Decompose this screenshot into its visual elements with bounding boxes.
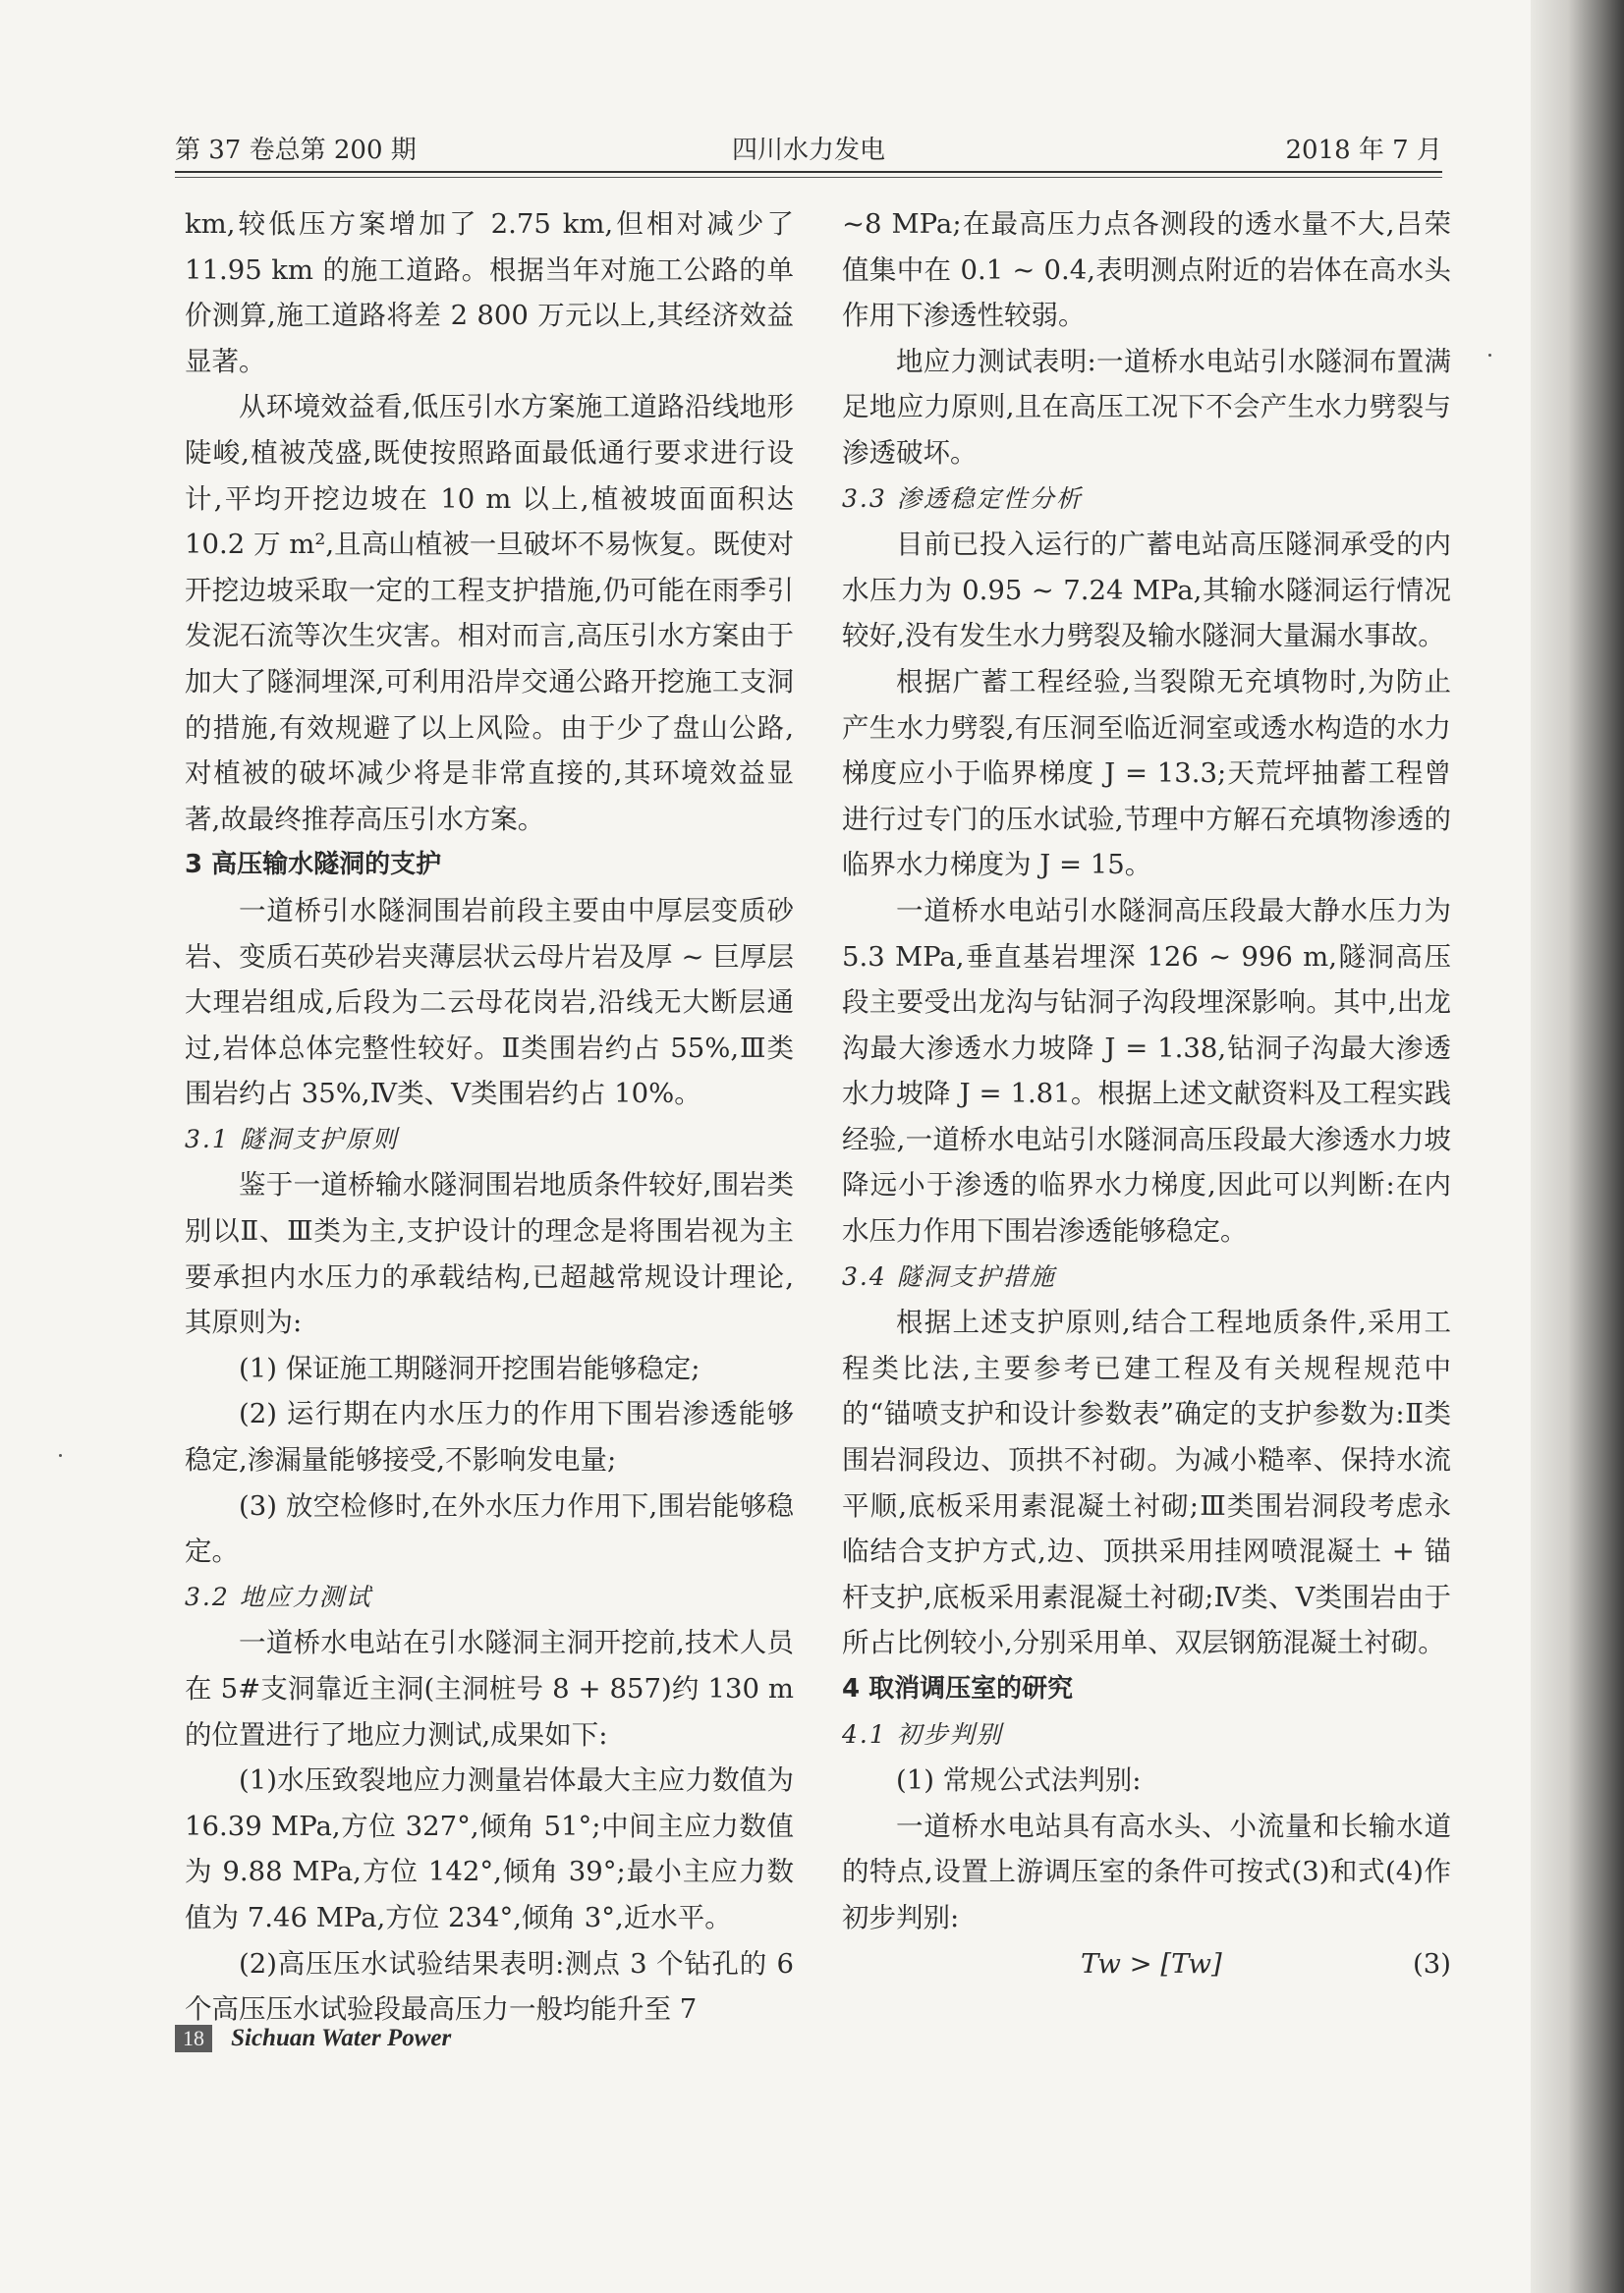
paragraph: 根据广蓄工程经验,当裂隙无充填物时,为防止产生水力劈裂,有压洞至临近洞室或透水构造的水力梯度应小于临界梯度 J = 13.3;天荒坪抽蓄工程曾进行过专门的压水试验,节理中方解石充填物渗透的临界水力梯度为 J = 15。 <box>842 665 1451 881</box>
scan-speck <box>59 1454 62 1457</box>
section-heading: 4 取消调压室的研究 <box>842 1674 1074 1704</box>
paragraph: (2) 运行期在内水压力的作用下围岩渗透能够稳定,渗漏量能够接受,不影响发电量; <box>185 1398 794 1477</box>
paragraph: 一道桥水电站引水隧洞高压段最大静水压力为 5.3 MPa,垂直基岩埋深 126 ~ 996 m,隧洞高压段主要受出龙沟与钻洞子沟段埋深影响。其中,出龙沟最大渗透水力坡降 J = 1.38,钻洞子沟最大渗透水力坡降 J = 1.81。根据上述文献资料及工程实践经验,一道桥水电站引水隧洞高压段最大渗透水力坡降远小于渗透的临界水力梯度,因此可以判断:在内水压力作用下围岩渗透能够稳定。 <box>842 894 1451 1248</box>
subsection-heading: 3.3 渗透稳定性分析 <box>842 483 1083 513</box>
header-rule-thin <box>175 177 1442 178</box>
equation-expression: Tw > [Tw] <box>1081 1947 1222 1980</box>
paragraph: (2)高压压水试验结果表明:测点 3 个钻孔的 6 个高压压水试验段最高压力一般均能升至 7 <box>185 1947 794 2026</box>
paragraph: 一道桥水电站具有高水头、小流量和长输水道的特点,设置上游调压室的条件可按式(3)和式(4)作初步判别: <box>842 1810 1451 1933</box>
header-rule-thick <box>175 171 1442 173</box>
paragraph: (1) 常规公式法判别: <box>896 1764 1142 1797</box>
header-journal-title: 四川水力发电 <box>731 136 885 165</box>
paragraph: (3) 放空检修时,在外水压力作用下,围岩能够稳定。 <box>185 1489 794 1568</box>
paragraph: 目前已投入运行的广蓄电站高压隧洞承受的内水压力为 0.95 ~ 7.24 MPa,其输水隧洞运行情况较好,没有发生水力劈裂及输水隧洞大量漏水事故。 <box>842 529 1451 652</box>
subsection-heading: 3.2 地应力测试 <box>185 1582 372 1611</box>
subsection-heading: 3.4 隧洞支护措施 <box>842 1261 1056 1291</box>
right-column <box>842 201 1451 1986</box>
running-header <box>175 130 1442 169</box>
paragraph: 一道桥引水隧洞围岩前段主要由中厚层变质砂岩、变质石英砂岩夹薄层状云母片岩及厚 ~ 巨厚层大理岩组成,后段为二云母花岗岩,沿线无大断层通过,岩体总体完整性较好。Ⅱ类围岩约占 55%,Ⅲ类围岩约占 35%,Ⅳ类、Ⅴ类围岩约占 10%。 <box>185 894 794 1110</box>
paragraph: 根据上述支护原则,结合工程地质条件,采用工程类比法,主要参考已建工程及有关规程规范中的“锚喷支护和设计参数表”确定的支护参数为:Ⅱ类围岩洞段边、顶拱不衬砌。为减小糙率、保持水流平顺,底板采用素混凝土衬砌;Ⅲ类围岩洞段考虑永临结合支护方式,边、顶拱采用挂网喷混凝土 + 锚杆支护,底板采用素混凝土衬砌;Ⅳ类、Ⅴ类围岩由于所占比例较小,分别采用单、双层钢筋混凝土衬砌。 <box>842 1307 1451 1659</box>
paragraph: ~8 MPa;在最高压力点各测段的透水量不大,吕荣值集中在 0.1 ~ 0.4,表明测点附近的岩体在高水头作用下渗透性较弱。 <box>842 208 1451 332</box>
equation <box>842 1941 1451 1987</box>
page-footer <box>175 2025 451 2058</box>
header-volume: 第 37 卷总第 200 期 <box>175 136 417 165</box>
footer-journal-name: Sichuan Water Power <box>231 2025 452 2051</box>
paragraph: (1) 保证施工期隧洞开挖围岩能够稳定; <box>239 1352 700 1384</box>
scan-speck <box>1488 354 1491 357</box>
section-heading: 3 高压输水隧洞的支护 <box>185 850 442 880</box>
subsection-heading: 3.1 隧洞支护原则 <box>185 1124 399 1153</box>
paragraph: km,较低压方案增加了 2.75 km,但相对减少了 11.95 km 的施工道路。根据当年对施工公路的单价测算,施工道路将差 2 800 万元以上,其经济效益显著。 <box>185 208 794 377</box>
subsection-heading: 4.1 初步判别 <box>842 1719 1003 1749</box>
paragraph: 地应力测试表明:一道桥水电站引水隧洞布置满足地应力原则,且在高压工况下不会产生水力劈裂与渗透破坏。 <box>842 345 1451 469</box>
paragraph: 从环境效益看,低压引水方案施工道路沿线地形陡峻,植被茂盛,既使按照路面最低通行要求进行设计,平均开挖边坡在 10 m 以上,植被坡面面积达 10.2 万 m²,且高山植被一旦破坏不易恢复。既使对开挖边坡采取一定的工程支护措施,仍可能在雨季引发泥石流等次生灾害。相对而言,高压引水方案由于加大了隧洞埋深,可利用沿岸交通公路开挖施工支洞的措施,有效规避了以上风险。由于少了盘山公路,对植被的破坏减少将是非常直接的,其环境效益显著,故最终推荐高压引水方案。 <box>185 391 794 835</box>
book-spine-shadow <box>1531 0 1624 2293</box>
paragraph: (1)水压致裂地应力测量岩体最大主应力数值为 16.39 MPa,方位 327°,倾角 51°;中间主应力数值为 9.88 MPa,方位 142°,倾角 39°;最小主应力数值为 7.46 MPa,方位 234°,倾角 3°,近水平。 <box>185 1764 794 1933</box>
left-column <box>185 201 794 2033</box>
paragraph: 一道桥水电站在引水隧洞主洞开挖前,技术人员在 5#支洞靠近主洞(主洞桩号 8 + 857)约 130 m 的位置进行了地应力测试,成果如下: <box>185 1627 794 1751</box>
equation-number: (3) <box>1413 1947 1451 1980</box>
paragraph: 鉴于一道桥输水隧洞围岩地质条件较好,围岩类别以Ⅱ、Ⅲ类为主,支护设计的理念是将围岩视为主要承担内水压力的承载结构,已超越常规设计理论,其原则为: <box>185 1169 794 1339</box>
page-number: 18 <box>175 2025 212 2052</box>
header-date: 2018 年 7 月 <box>1285 136 1442 165</box>
